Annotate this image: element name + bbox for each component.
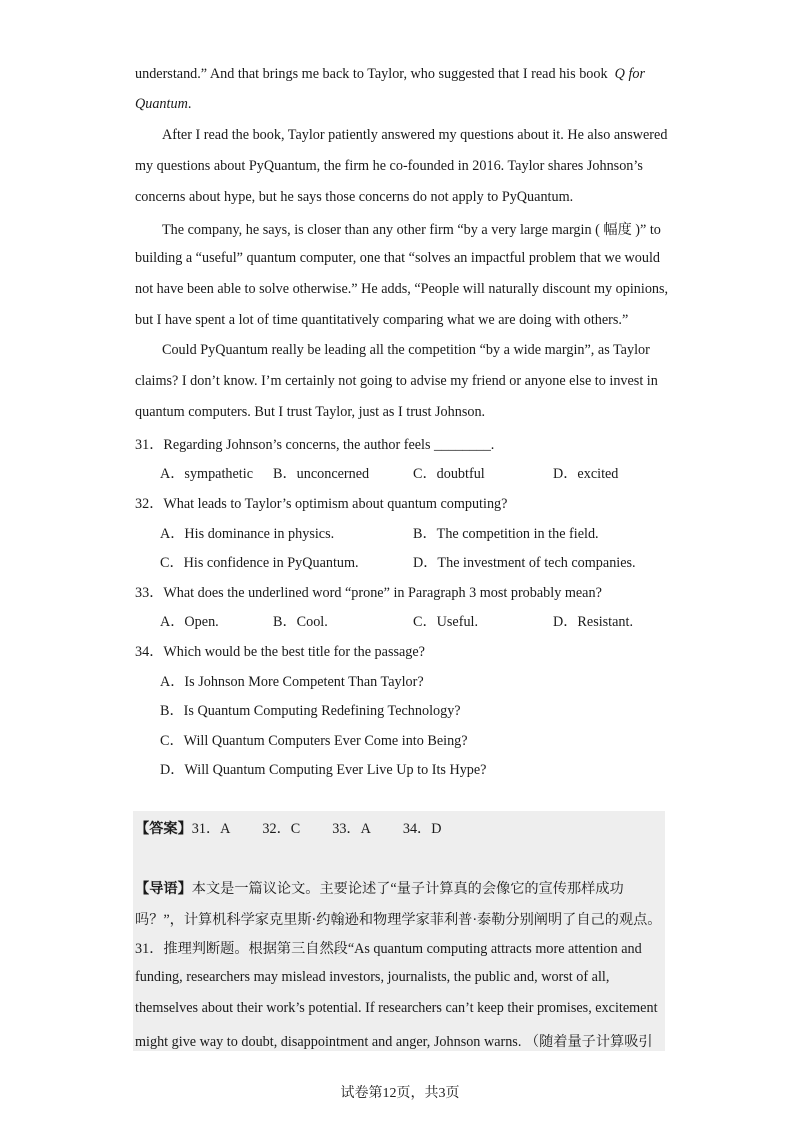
q31-option-d: D．excited	[553, 466, 619, 482]
passage-line: The company, he says, is closer than any other firm “by a very large margin ( 幅度 )” to	[162, 222, 661, 238]
guide-label: 【导语】	[135, 881, 192, 897]
analysis-line: themselves about their work’s potential. If researchers can’t keep their promises, excitement	[135, 1000, 658, 1016]
book-title: Quantum	[135, 96, 188, 112]
analysis-line: 31．推理判断题。根据第三自然段“As quantum computing attracts more attention and	[135, 941, 642, 957]
guide-line: 吗？”，计算机科学家克里斯·约翰逊和物理学家菲利普·泰勒分别阐明了自己的观点。	[135, 912, 662, 928]
passage-line: claims? I don’t know. I’m certainly not going to advise my friend or anyone else to invest in	[135, 373, 658, 389]
page-footer: 试卷第12页，共3页	[340, 1086, 460, 1101]
q33-option-a: A．Open.	[160, 614, 219, 630]
question-34-stem: 34．Which would be the best title for the passage?	[135, 644, 425, 660]
q33-option-c: C．Useful.	[413, 614, 479, 630]
q32-option-c: C．His confidence in PyQuantum.	[160, 555, 359, 571]
guide-line: 【导语】本文是一篇议论文。主要论述了“量子计算真的会像它的宣传那样成功	[135, 881, 624, 897]
passage-line: quantum computers. But I trust Taylor, just as I trust Johnson.	[135, 404, 486, 420]
q31-option-b: B．unconcerned	[273, 466, 370, 482]
q33-option-b: B．Cool.	[273, 614, 328, 630]
question-32-stem: 32．What leads to Taylor’s optimism about quantum computing?	[135, 496, 508, 512]
q32-option-b: B．The competition in the field.	[413, 526, 599, 542]
q32-option-d: D．The investment of tech companies.	[413, 555, 636, 571]
question-33-stem: 33．What does the underlined word “prone” in Paragraph 3 most probably mean?	[135, 585, 602, 601]
q34-option-d: D．Will Quantum Computing Ever Live Up to Its Hype?	[160, 762, 487, 778]
q33-option-d: D．Resistant.	[553, 614, 633, 630]
book-title: Q for	[614, 66, 646, 82]
passage-line: understand.” And that brings me back to Taylor, who suggested that I read his book Q for	[135, 66, 646, 82]
passage-line: building a “useful” quantum computer, one that “solves an impactful problem that we would	[135, 250, 661, 266]
passage-line: my questions about PyQuantum, the firm he co-founded in 2016. Taylor shares Johnson’s	[135, 158, 643, 174]
analysis-line: might give way to doubt, disappointment and anger, Johnson warns. （随着量子计算吸引	[135, 1034, 653, 1050]
passage-line: Quantum.	[135, 96, 192, 112]
q34-option-c: C．Will Quantum Computers Ever Come into Being?	[160, 733, 468, 749]
question-31-stem: 31．Regarding Johnson’s concerns, the author feels ________.	[135, 437, 495, 453]
q34-option-a: A．Is Johnson More Competent Than Taylor?	[160, 674, 424, 690]
passage-line: concerns about hype, but he says those concerns do not apply to PyQuantum.	[135, 189, 574, 205]
passage-line: After I read the book, Taylor patiently answered my questions about it. He also answered	[162, 127, 668, 143]
q34-option-b: B．Is Quantum Computing Redefining Technology?	[160, 703, 461, 719]
answer-key: 【答案】31．A 32．C 33．A 34．D	[135, 821, 442, 837]
q32-option-a: A．His dominance in physics.	[160, 526, 335, 542]
passage-line: not have been able to solve otherwise.” He adds, “People will naturally discount my opinions,	[135, 281, 669, 297]
answer-label: 【答案】	[135, 821, 192, 837]
passage-line: Could PyQuantum really be leading all the competition “by a wide margin”, as Taylor	[162, 342, 650, 358]
analysis-line: funding, researchers may mislead investors, journalists, the public and, worst of all,	[135, 969, 610, 985]
q31-option-c: C．doubtful	[413, 466, 485, 482]
passage-line: but I have spent a lot of time quantitatively comparing what we are doing with others.”	[135, 312, 629, 328]
q31-option-a: A．sympathetic	[160, 466, 253, 482]
